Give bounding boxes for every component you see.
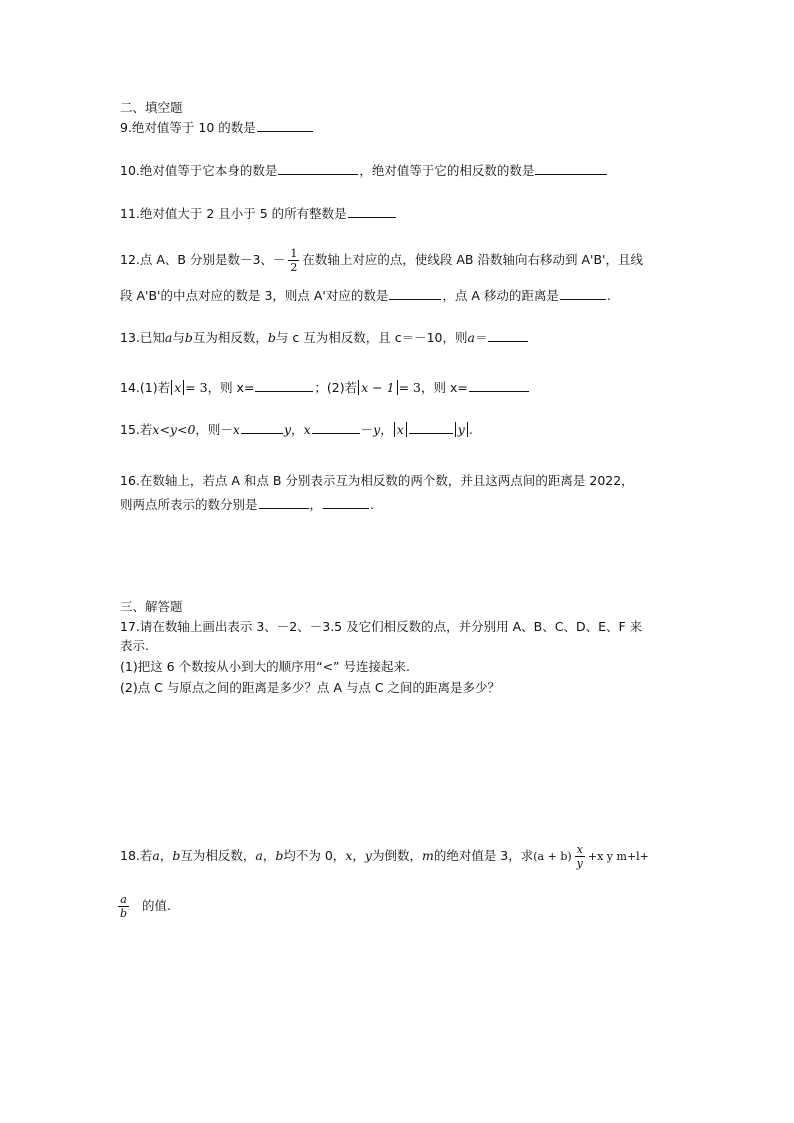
q12-text-b: 在数轴上对应的点，使线段 AB 沿数轴向右移动到 A'B'，且线 bbox=[302, 252, 643, 267]
q12-fraction bbox=[288, 247, 299, 274]
question-10 bbox=[120, 161, 608, 180]
question-12-line-2 bbox=[120, 286, 611, 305]
q15-text-e: ， bbox=[380, 422, 393, 437]
q9-text: 9.绝对值等于 10 的数是 bbox=[120, 120, 256, 135]
q16-text-c: ， bbox=[309, 497, 323, 512]
q18-text-h: 的绝对值是 3，求 bbox=[433, 848, 534, 863]
question-11 bbox=[120, 204, 397, 223]
q13-text-b: 与 bbox=[172, 330, 185, 345]
question-17-part-2: (2)点 C 与原点之间的距离是多少？点 A 与点 C 之间的距离是多少？ bbox=[120, 680, 501, 695]
q15-var-y-2: y bbox=[373, 422, 381, 437]
q18-var-y: y bbox=[364, 848, 372, 863]
q16-text-b: 则两点所表示的数分别是 bbox=[120, 497, 258, 512]
q11-text: 11.绝对值大于 2 且小于 5 的所有整数是 bbox=[120, 206, 347, 221]
q18-expr-a-plus-b: (a + b) bbox=[533, 850, 572, 863]
q16-answer-blank-1[interactable] bbox=[259, 495, 309, 509]
q18-var-m: m bbox=[421, 848, 434, 863]
q13-var-a: a bbox=[164, 330, 173, 345]
q10-answer-blank-2[interactable] bbox=[535, 161, 607, 175]
q12-text-c: 段 A'B'的中点对应的数是 3，则点 A'对应的数是 bbox=[120, 288, 389, 303]
q18-fraction-x-over-y bbox=[575, 843, 585, 870]
q12-text-a: 12.点 A、B 分别是数－3、－ bbox=[120, 252, 286, 267]
q15-condition: x<y<0 bbox=[152, 422, 196, 437]
q18-var-b: b bbox=[172, 848, 181, 863]
question-17-part-1: (1)把这 6 个数按从小到大的顺序用“<” 号连接起来. bbox=[120, 659, 410, 674]
q18-fraction-denominator: y bbox=[576, 857, 583, 870]
q13-var-b-2: b bbox=[267, 330, 276, 345]
q12-text-d: ，点 A 移动的距离是 bbox=[442, 288, 559, 303]
q18-text-d: ， bbox=[262, 848, 276, 863]
q15-var-x-2: x bbox=[303, 422, 311, 437]
q14-text-a: 14.(1)若 bbox=[120, 380, 171, 395]
q18-text-b: ， bbox=[159, 848, 173, 863]
q13-var-b: b bbox=[184, 330, 193, 345]
q18-fraction2-numerator: a bbox=[118, 893, 129, 907]
question-9 bbox=[120, 118, 314, 137]
question-16-line-1: 16.在数轴上，若点 A 和点 B 分别表示互为相反数的两个数，并且这两点间的距离是 2022， bbox=[120, 473, 634, 488]
question-18-line-1 bbox=[120, 843, 649, 870]
q14-abs-x: x bbox=[171, 380, 184, 395]
question-17-line-2: 表示. bbox=[120, 638, 149, 653]
q18-var-x: x bbox=[345, 848, 353, 863]
q16-text-d: . bbox=[370, 497, 375, 512]
q13-text-d: 与 c 互为相反数，且 c＝－10，则 bbox=[275, 330, 468, 345]
q18-fraction2-denominator: b bbox=[120, 907, 128, 920]
q18-text-end: 的值. bbox=[142, 898, 172, 913]
section-title-answer: 三、解答题 bbox=[120, 599, 183, 614]
q14-answer-blank-2[interactable] bbox=[469, 378, 529, 392]
q18-fraction-a-over-b bbox=[118, 893, 129, 920]
q18-text-f: ， bbox=[352, 848, 365, 863]
q12-answer-blank-2[interactable] bbox=[560, 286, 606, 300]
q9-answer-blank[interactable] bbox=[257, 118, 313, 132]
q14-text-d: ，则 x= bbox=[420, 380, 468, 395]
q15-answer-blank-3[interactable] bbox=[409, 420, 453, 434]
q16-answer-blank-2[interactable] bbox=[323, 495, 369, 509]
q18-text-a: 18.若 bbox=[120, 848, 153, 863]
q14-eq-2: = 3 bbox=[398, 380, 421, 395]
q18-text-g: 为倒数， bbox=[371, 848, 422, 863]
q12-fraction-numerator: 1 bbox=[290, 247, 298, 260]
question-13 bbox=[120, 328, 529, 347]
q18-text-e: 均不为 0， bbox=[283, 848, 346, 863]
q10-answer-blank-1[interactable] bbox=[278, 161, 358, 175]
q15-abs-x: x bbox=[394, 422, 407, 437]
q13-text-a: 13.已知 bbox=[120, 330, 165, 345]
q13-text-e: ＝ bbox=[474, 330, 488, 345]
q15-var-x-1: x bbox=[232, 422, 240, 437]
q14-text-c: ；(2)若 bbox=[314, 380, 358, 395]
q12-fraction-denominator: 2 bbox=[290, 261, 298, 274]
q12-text-e: . bbox=[606, 288, 611, 303]
q15-text-f: . bbox=[468, 422, 473, 437]
question-14 bbox=[120, 378, 530, 397]
q10-text-b: ，绝对值等于它的相反数的数是 bbox=[359, 163, 535, 178]
q10-text-a: 10.绝对值等于它本身的数是 bbox=[120, 163, 278, 178]
q15-answer-blank-2[interactable] bbox=[312, 420, 360, 434]
q14-abs-x-minus-1: x − 1 bbox=[358, 380, 397, 395]
q15-text-b: ，则－ bbox=[195, 422, 233, 437]
question-16-line-2 bbox=[120, 495, 374, 514]
q14-answer-blank-1[interactable] bbox=[255, 378, 313, 392]
q15-abs-y: y bbox=[455, 422, 468, 437]
q18-fraction-numerator: x bbox=[576, 843, 583, 856]
q15-answer-blank-1[interactable] bbox=[241, 420, 283, 434]
q13-answer-blank[interactable] bbox=[488, 328, 528, 342]
q14-text-b: ，则 x= bbox=[207, 380, 255, 395]
q15-var-y-1: y bbox=[283, 422, 292, 437]
q12-answer-blank-1[interactable] bbox=[389, 286, 441, 300]
q18-text-c: 互为相反数， bbox=[180, 848, 256, 863]
q18-var-a-2: a bbox=[255, 848, 263, 863]
q15-text-d: － bbox=[360, 422, 374, 437]
q14-eq-1: = 3 bbox=[185, 380, 208, 395]
q13-var-a-2: a bbox=[467, 330, 475, 345]
q18-expr-tail: +x y m+l+ bbox=[587, 850, 649, 863]
q11-answer-blank[interactable] bbox=[348, 204, 396, 218]
question-17-line-1: 17.请在数轴上画出表示 3、－2、－3.5 及它们相反数的点，并分别用 A、B、C、D、E、F 来 bbox=[120, 619, 643, 634]
q15-text-a: 15.若 bbox=[120, 422, 153, 437]
section-title-fill-in: 二、填空题 bbox=[120, 100, 183, 115]
question-15 bbox=[120, 420, 473, 439]
question-18-line-2 bbox=[118, 893, 171, 920]
q18-var-a: a bbox=[152, 848, 160, 863]
q15-text-c: ， bbox=[291, 422, 304, 437]
q13-text-c: 互为相反数， bbox=[192, 330, 268, 345]
question-12-line-1 bbox=[120, 247, 643, 274]
q18-var-b-2: b bbox=[275, 848, 284, 863]
